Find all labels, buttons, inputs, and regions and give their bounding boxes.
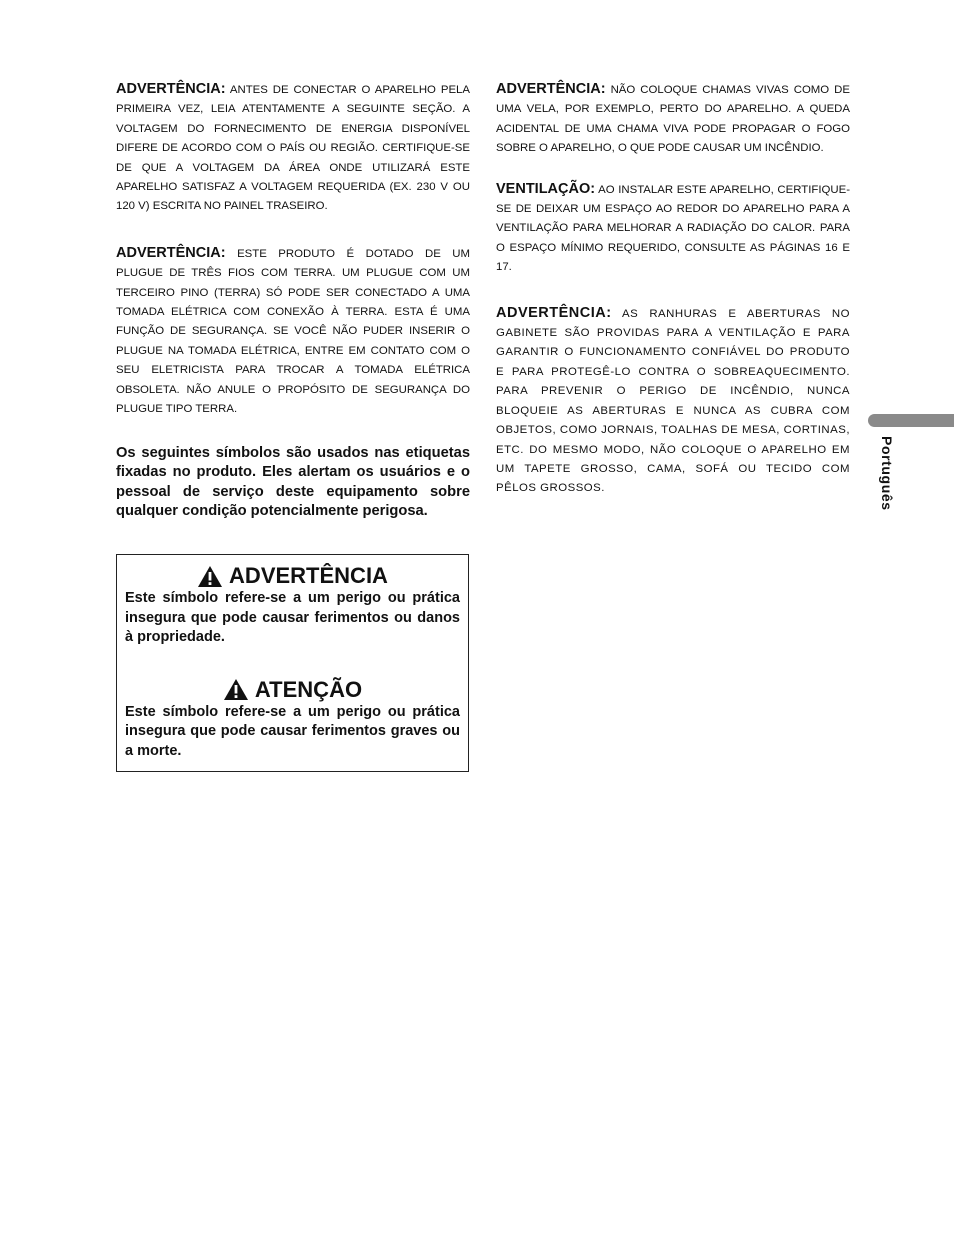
advertencia-title: ADVERTÊNCIA — [229, 563, 388, 588]
atencao-text: Este símbolo refere-se a um perigo ou prática insegura que pode causar ferimentos graves ou a morte. — [125, 703, 460, 759]
safety-symbols-box — [116, 554, 469, 772]
advertencia-heading — [125, 563, 460, 589]
warning-cabinet-openings — [496, 304, 850, 499]
ventilation-note — [496, 180, 850, 278]
warning-triangle-icon — [197, 565, 223, 588]
language-tab-label: Português — [879, 436, 895, 511]
symbols-intro: Os seguintes símbolos são usados nas etiquetas fixadas no produto. Eles alertam os usuários e o pessoal de serviço deste equipamento sobre qualquer condição potencialmente perigosa. — [116, 444, 470, 519]
ventilation-label: VENTILAÇÃO: — [496, 180, 596, 197]
warning-text: NÃO COLOQUE CHAMAS VIVAS COMO DE UMA VELA, POR EXEMPLO, PERTO DO APARELHO. A QUEDA ACIDENTAL DE UMA CHAMA VIVA PODE PROPAGAR O FOGO SOBRE O APARELHO, O QUE PODE CAUSAR UM INCÊNDIO. — [496, 84, 850, 155]
atencao-heading — [125, 677, 460, 703]
warning-triangle-icon — [223, 678, 249, 701]
warning-grounding-plug — [116, 244, 470, 420]
language-tab — [868, 414, 954, 427]
warning-text: ESTE PRODUTO É DOTADO DE UM PLUGUE DE TRÊS FIOS COM TERRA. UM PLUGUE COM UM TERCEIRO PINO (TERRA) SÓ PODE SER CONECTADO A UMA TOMADA ELÉTRICA COM CONEXÃO À TERRA. ESTA É UMA FUNÇÃO DE SEGURANÇA. SE VOCÊ NÃO PUDER INSERIR O PLUGUE NA TOMADA ELÉTRICA, ENTRE EM CONTATO COM O SEU ELETRICISTA PARA TROCAR A TOMADA ELÉTRICA OBSOLETA. NÃO ANULE O PROPÓSITO DE SEGURANÇA DO PLUGUE TIPO TERRA. — [116, 247, 471, 416]
ventilation-text: AO INSTALAR ESTE APARELHO, CERTIFIQUE-SE DE DEIXAR UM ESPAÇO AO REDOR DO APARELHO PARA A VENTILAÇÃO PARA MELHORAR A RADIAÇÃO DO CALOR. PARA O ESPAÇO MÍNIMO REQUERIDO, CONSULTE AS PÁGINAS 16 E 17. — [496, 183, 850, 274]
advertencia-text: Este símbolo refere-se a um perigo ou prática insegura que pode causar ferimentos ou danos à propriedade. — [125, 590, 460, 646]
warning-label: ADVERTÊNCIA: — [116, 244, 226, 261]
warning-text: AS RANHURAS E ABERTURAS NO GABINETE SÃO PROVIDAS PARA A VENTILAÇÃO E PARA GARANTIR O FUNCIONAMENTO CONFIÁVEL DO PRODUTO E PARA PROTEGÊ-LO CONTRA O SOBREAQUECIMENTO. PARA PREVENIR O PERIGO DE INCÊNDIO, NUNCA BLOQUEIE AS ABERTURAS E NUNCA AS CUBRA COM OBJETOS, COMO JORNAIS, TOALHAS DE MESA, CORTINAS, ETC. DO MESMO MODO, NÃO COLOQUE O APARELHO EM UM TAPETE GROSSO, CAMA, SOFÁ OU TECIDO COM PÊLOS GROSSOS. — [496, 307, 850, 495]
warning-label: ADVERTÊNCIA: — [496, 304, 612, 321]
atencao-title: ATENÇÃO — [254, 676, 363, 702]
warning-label: ADVERTÊNCIA: — [496, 81, 606, 97]
warning-text: ANTES DE CONECTAR O APARELHO PELA PRIMEIRA VEZ, LEIA ATENTAMENTE A SEGUINTE SEÇÃO. A VOLTAGEM DO FORNECIMENTO DE ENERGIA DISPONÍVEL DIFERE DE ACORDO COM O PAÍS OU REGIÃO. CERTIFIQUE-SE DE QUE A VOLTAGEM DA ÁREA ONDE UTILIZARÁ ESTE APARELHO SATISFAZ A VOLTAGEM REQUERIDA (EX. 230 V OU 120 V) ESCRITA NO PAINEL TRASEIRO. — [116, 84, 470, 213]
warning-open-flame — [496, 80, 850, 159]
warning-plug-voltage — [116, 80, 470, 217]
right-column — [496, 80, 850, 499]
warning-label: ADVERTÊNCIA: — [116, 81, 226, 97]
left-column — [116, 80, 470, 536]
